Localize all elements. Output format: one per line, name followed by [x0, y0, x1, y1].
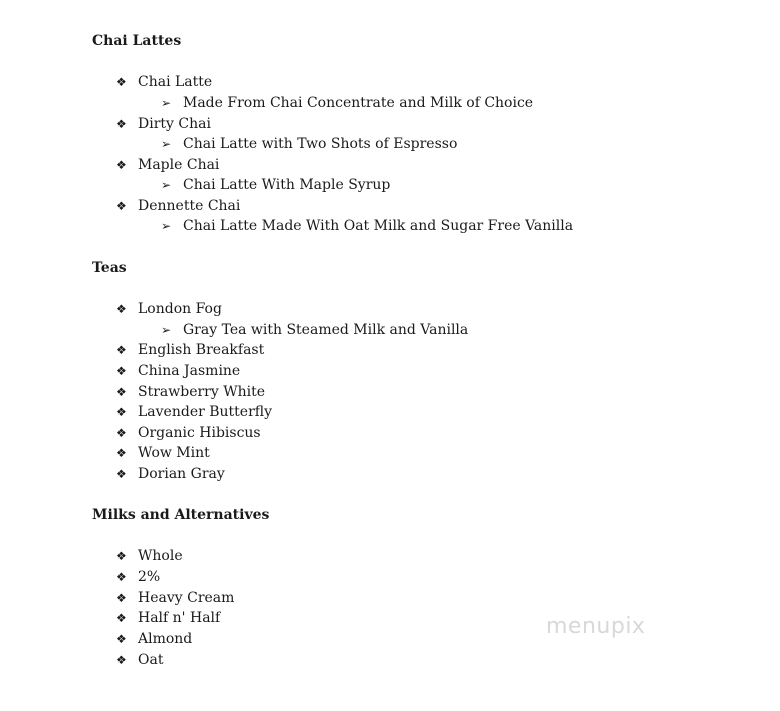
diamond-bullet-icon: ❖	[116, 405, 127, 419]
list-item	[116, 650, 163, 670]
item-name: London Fog	[138, 301, 222, 317]
list-subitem	[161, 134, 457, 154]
diamond-bullet-icon: ❖	[116, 364, 127, 378]
item-name: Dorian Gray	[138, 466, 225, 482]
item-description: Made From Chai Concentrate and Milk of Choice	[183, 95, 534, 111]
item-name: Strawberry White	[138, 384, 266, 400]
arrowhead-bullet-icon: ➢	[161, 137, 172, 151]
item-name: Chai Latte	[138, 74, 213, 90]
list-item	[116, 340, 264, 360]
list-item	[116, 382, 265, 402]
diamond-bullet-icon: ❖	[116, 302, 127, 316]
list-subitem	[161, 216, 573, 236]
section-heading: Chai Lattes	[92, 33, 182, 49]
diamond-bullet-icon: ❖	[116, 446, 127, 460]
diamond-bullet-icon: ❖	[116, 570, 127, 584]
section-heading: Teas	[92, 260, 127, 276]
list-item	[116, 629, 192, 649]
list-subitem	[161, 320, 468, 340]
list-item	[116, 155, 219, 175]
diamond-bullet-icon: ❖	[116, 653, 127, 667]
diamond-bullet-icon: ❖	[116, 117, 127, 131]
menupix-watermark: menupix	[546, 614, 646, 639]
arrowhead-bullet-icon: ➢	[161, 178, 172, 192]
item-name: Oat	[138, 652, 164, 668]
item-name: Lavender Butterfly	[138, 404, 273, 420]
diamond-bullet-icon: ❖	[116, 591, 127, 605]
item-name: Dennette Chai	[138, 198, 241, 214]
item-name: Dirty Chai	[138, 116, 211, 132]
item-name: Almond	[138, 631, 193, 647]
list-item	[116, 546, 183, 566]
item-name: 2%	[138, 569, 161, 585]
list-item	[116, 464, 225, 484]
item-name: Maple Chai	[138, 157, 220, 173]
item-description: Chai Latte with Two Shots of Espresso	[183, 136, 458, 152]
diamond-bullet-icon: ❖	[116, 158, 127, 172]
item-description: Chai Latte With Maple Syrup	[183, 177, 391, 193]
item-name: Whole	[138, 548, 183, 564]
diamond-bullet-icon: ❖	[116, 611, 127, 625]
list-item	[116, 423, 261, 443]
list-item	[116, 443, 210, 463]
diamond-bullet-icon: ❖	[116, 426, 127, 440]
list-subitem	[161, 175, 390, 195]
item-name: English Breakfast	[138, 342, 265, 358]
list-item	[116, 299, 222, 319]
item-name: Wow Mint	[138, 445, 210, 461]
item-name: Heavy Cream	[138, 590, 235, 606]
arrowhead-bullet-icon: ➢	[161, 219, 172, 233]
arrowhead-bullet-icon: ➢	[161, 96, 172, 110]
list-item	[116, 196, 240, 216]
list-item	[116, 114, 211, 134]
arrowhead-bullet-icon: ➢	[161, 323, 172, 337]
item-name: Organic Hibiscus	[138, 425, 261, 441]
list-item	[116, 402, 272, 422]
item-name: Half n' Half	[138, 610, 221, 626]
list-item	[116, 567, 160, 587]
list-item	[116, 588, 234, 608]
diamond-bullet-icon: ❖	[116, 632, 127, 646]
section-heading: Milks and Alternatives	[92, 507, 270, 523]
item-description: Gray Tea with Steamed Milk and Vanilla	[183, 322, 469, 338]
list-subitem	[161, 93, 533, 113]
diamond-bullet-icon: ❖	[116, 199, 127, 213]
list-item	[116, 72, 212, 92]
item-description: Chai Latte Made With Oat Milk and Sugar Free Vanilla	[183, 218, 574, 234]
list-item	[116, 361, 240, 381]
diamond-bullet-icon: ❖	[116, 385, 127, 399]
list-item	[116, 608, 220, 628]
diamond-bullet-icon: ❖	[116, 549, 127, 563]
diamond-bullet-icon: ❖	[116, 75, 127, 89]
diamond-bullet-icon: ❖	[116, 343, 127, 357]
diamond-bullet-icon: ❖	[116, 467, 127, 481]
item-name: China Jasmine	[138, 363, 241, 379]
